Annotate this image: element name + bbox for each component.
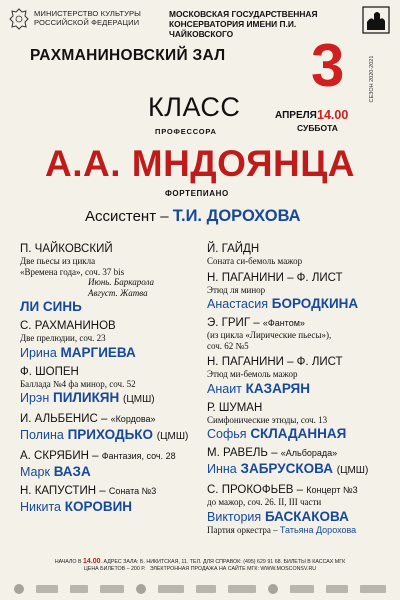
performer-last: КАЗАРЯН [245,380,310,396]
program-item [207,402,392,443]
performer-last: КОРОВИН [64,499,133,514]
concert-time: 14.00 [317,108,349,122]
performer [207,296,392,312]
sponsor-logo-icon [14,584,24,594]
orchestra-label: Партия оркестра – [207,524,278,535]
orchestra-name: Татьяна Дорохова [279,524,357,535]
composer: Н. ПАГАНИНИ – Ф. ЛИСТ [207,271,343,284]
sponsor-logo-icon [228,585,256,593]
work: до мажор, соч. 26. II, III части [207,497,322,507]
teacher-name: А.А. МНДОЯНЦА [44,143,356,184]
composer [207,484,392,497]
program-item [20,485,205,515]
work-part: Август. Жатва [88,287,148,298]
class-title: КЛАСС [148,92,241,122]
composer: С. РАХМАНИНОВ [20,320,116,332]
sponsor-logo-icon [158,585,184,593]
sponsor-logo-icon [290,585,314,593]
composer-work: «Альборада» [280,448,338,458]
assistant-name: Т.И. ДОРОХОВА [172,207,301,225]
start-label: НАЧАЛО В [54,559,82,565]
concert-day: 3 [311,32,345,99]
conservatory-line-2: КОНСЕРВАТОРИЯ ИМЕНИ П.И. ЧАЙКОВСКОГО [169,19,297,39]
performer-last: ЛИ СИНЬ [20,299,82,314]
performer-first: Ирина [20,345,57,360]
performer-first: Никита [20,500,61,514]
program-right-column [207,243,392,540]
composer [207,317,392,330]
address: . АДРЕС ЗАЛА: Б. НИКИТСКАЯ, 11. ТЕЛ. ДЛЯ СПРАВОК: (495) 629 91 68. БИЛЕТЫ В КАССАХ МГК [100,559,346,565]
composer-name: И. АЛЬБЕНИС – [20,413,108,425]
program-item [20,366,205,409]
season-label [367,36,377,122]
performer-note: (ЦМШ) [336,465,369,476]
work: Две прелюдии, соч. 23 [20,333,106,343]
sponsor-logo-icon [196,585,216,593]
performer [207,509,392,525]
composer-name: Э. ГРИГ – [207,317,260,329]
sponsor-logo-icon [136,584,146,594]
composer-name: А. СКРЯБИН – [20,450,99,462]
performer-first: Ирэн [20,391,50,405]
program-item [207,272,392,313]
composer-name: Н. КАПУСТИН – [20,485,106,497]
ticket-price: ЦЕНА БИЛЕТОВ – 200 Р. [83,566,146,572]
composer-work: «Фантом» [262,318,305,328]
performer-first: Анастасия [207,297,268,311]
composer: П. ЧАЙКОВСКИЙ [20,243,113,255]
assistant-label: Ассистент – [85,208,169,225]
work-part: Июнь. Баркарола [88,277,155,287]
work: соч. 62 №5 [207,340,249,351]
performer-last: ПРИХОДЬКО [67,427,154,442]
program-item [207,317,392,351]
instrument-label: ФОРТЕПИАНО [165,189,229,198]
performer-last: СКЛАДАННАЯ [250,426,347,441]
work: «Времена года», соч. 37 bis [20,266,125,277]
orchestra-line [207,525,392,536]
performer-first: Софья [207,427,247,441]
program-item [20,413,205,445]
sponsor-logo-icon [70,585,88,593]
work: Этюд ля минор [207,284,266,295]
assistant-line [85,207,301,226]
hall-name: РАХМАНИНОВСКИЙ ЗАЛ [30,47,226,64]
program-item [20,320,205,361]
work: Симфонические этюды, соч. 13 [207,414,328,425]
work: (из цикла «Лирические пьесы»), [207,330,332,340]
program-item [207,484,392,535]
start-time: 14.00 [83,558,101,565]
performer-first: Марк [20,465,50,479]
performer-last: ПИЛИКЯН [52,390,120,405]
online-sales: ЭЛЕКТРОННАЯ ПРОДАЖА НА САЙТЕ МГК: WWW.MOSCONSV.RU [149,566,317,572]
coat-of-arms-icon [9,8,29,30]
performer [207,461,392,479]
ministry-line-2: РОССИЙСКОЙ ФЕДЕРАЦИИ [34,18,140,27]
performer [20,464,205,480]
program-item [20,243,205,315]
ministry-line-1: МИНИСТЕРСТВО КУЛЬТУРЫ [34,9,141,18]
sponsor-logo-icon [326,585,348,593]
performer-first: Полина [20,428,64,442]
composer [207,447,392,460]
composer: Н. ПАГАНИНИ – Ф. ЛИСТ [207,356,343,368]
work: Баллада №4 фа минор, соч. 52 [20,378,136,389]
work: Две пьесы из цикла [20,256,96,266]
footer-info [20,558,380,573]
sponsor-logo-icon [360,585,386,593]
performer [20,299,205,315]
performer-note: (ЦМШ) [123,394,155,405]
composer-name: С. ПРОКОФЬЕВ – [207,484,304,496]
work: Соната си-бемоль мажор [207,256,303,266]
program-item [20,450,205,480]
season-text: СЕЗОН 2020-2021 [369,55,375,103]
performer-note: (ЦМШ) [156,431,189,442]
performer-last: ВАЗА [53,464,91,479]
concert-month: АПРЕЛЯ [275,110,317,121]
composer-work: «Кордова» [110,414,156,424]
ministry-name [34,9,159,27]
performer-last: МАРГИЕВА [60,344,136,360]
performer [20,390,205,408]
composer [20,450,205,463]
program-item [207,447,392,479]
composer-work: Концерт №3 [306,485,358,495]
conservatory-logo-icon [362,6,390,34]
program-left-column [20,243,205,520]
performer [20,345,205,361]
sponsor-logo-icon [100,585,124,593]
work: Этюд ми-бемоль мажор [207,369,298,379]
footer-line-2 [20,566,380,573]
conservatory-line-1: МОСКОВСКАЯ ГОСУДАРСТВЕННАЯ [169,9,318,19]
program-item [207,356,392,397]
performer-last: ЗАБРУСКОВА [240,461,333,476]
composer-name: М. РАВЕЛЬ – [207,447,278,459]
professor-label: ПРОФЕССОРА [155,127,217,136]
performer-first: Анаит [207,381,242,396]
composer: Р. ШУМАН [207,401,263,414]
composer [20,485,205,498]
performer-first: Инна [207,462,237,476]
program-item [207,243,392,267]
performer [20,499,205,515]
performer [207,381,392,397]
sponsor-logo-icon [268,584,278,594]
sponsor-logo-icon [36,585,58,593]
performer [20,427,205,445]
composer-work: Фантазия, соч. 28 [101,451,176,461]
concert-weekday: СУББОТА [297,123,338,133]
performer-last: БОРОДКИНА [271,296,359,311]
performer-first: Виктория [207,509,262,524]
composer [20,413,205,426]
composer: Ф. ШОПЕН [20,365,79,378]
performer [207,426,392,442]
footer-line-1 [20,558,380,566]
composer-work: Соната №3 [108,486,157,496]
performer-last: БАСКАКОВА [264,508,349,524]
sponsor-logos [14,583,386,595]
composer: Й. ГАЙДН [207,243,260,255]
